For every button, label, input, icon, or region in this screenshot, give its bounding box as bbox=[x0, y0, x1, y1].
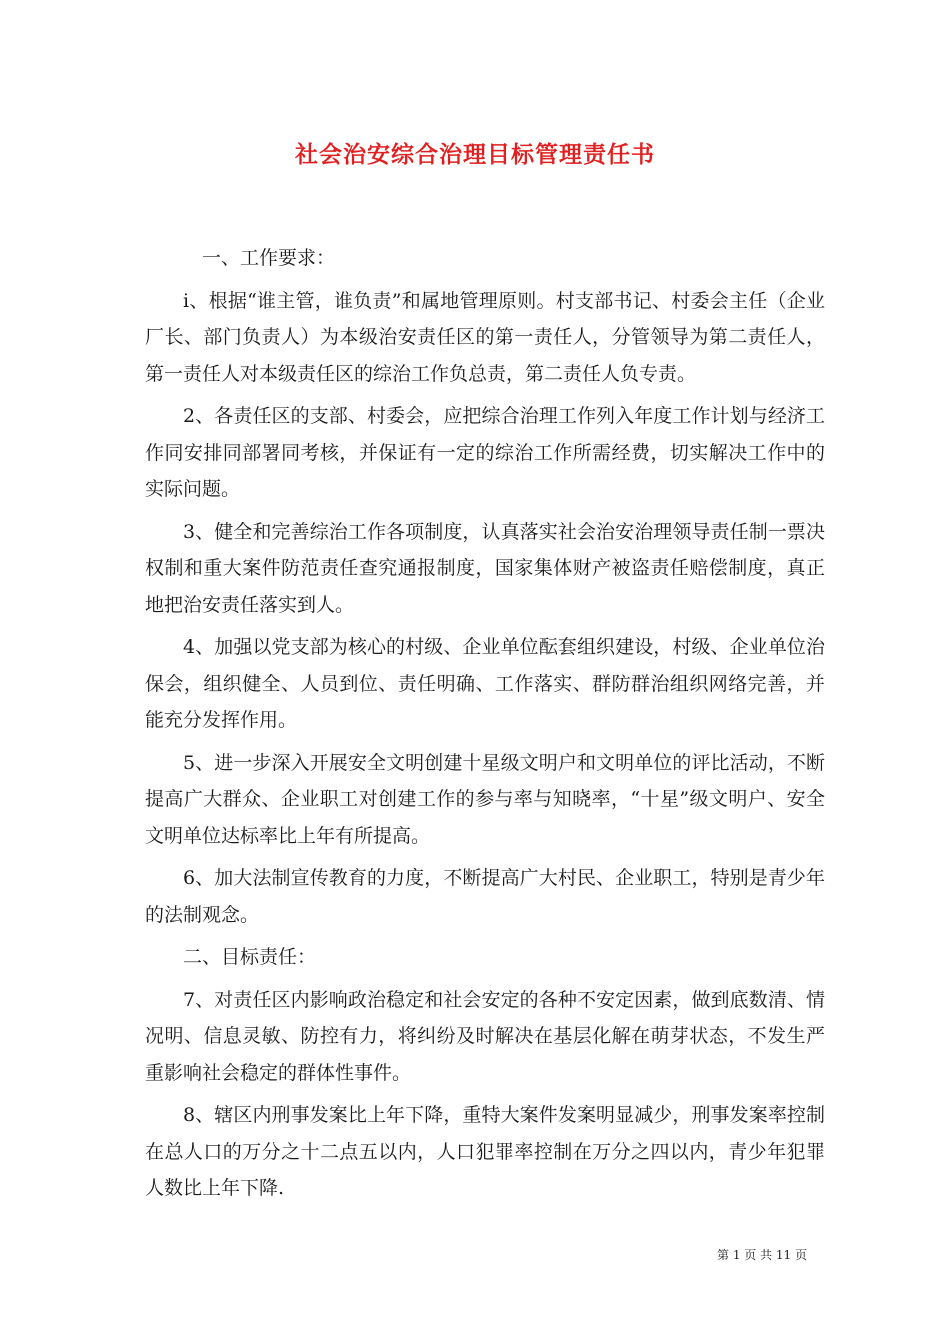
paragraph-item-3: 3、健全和完善综治工作各项制度，认真落实社会治安治理领导责任制一票决权制和重大案件防范责任查究通报制度，国家集体财产被盗责任赔偿制度，真正地把治安责任落实到人。 bbox=[145, 520, 825, 616]
paragraph-item-5: 5、进一步深入开展安全文明创建十星级文明户和文明单位的评比活动，不断提高广大群众、企业职工对创建工作的参与率与知晓率，“十星”级文明户、安全文明单位达标率比上年有所提高。 bbox=[145, 751, 825, 847]
paragraph-item-6: 6、加大法制宣传教育的力度，不断提高广大村民、企业职工，特别是青少年的法制观念。 bbox=[145, 867, 825, 926]
section-heading-requirements: 一、工作要求： bbox=[202, 247, 336, 269]
page-number: 第 1 页 共 11 页 bbox=[717, 1248, 807, 1262]
paragraph-item-2: 2、各责任区的支部、村委会，应把综合治理工作列入年度工作计划与经济工作同安排同部署同考核，并保证有一定的综治工作所需经费，切实解决工作中的实际问题。 bbox=[145, 405, 825, 500]
paragraph-item-4: 4、加强以党支部为核心的村级、企业单位酝套组织建设，村级、企业单位治保会，组织健全、人员到位、责任明确、工作落实、群防群治组织网络完善，并能充分发挥作用。 bbox=[145, 636, 825, 731]
section-heading-targets: 二、目标责任： bbox=[183, 946, 317, 968]
paragraph-item-8: 8、辖区内刑事发案比上年下降，重特大案件发案明显减少，刑事发案率控制在总人口的万分之十二点五以内，人口犯罪率控制在万分之四以内，青少年犯罪人数比上年下降. bbox=[145, 1104, 825, 1199]
page-title: 社会治安综合治理目标管理责任书 bbox=[295, 141, 655, 168]
paragraph-item-7: 7、对责任区内影响政治稳定和社会安定的各种不安定因素，做到底数清、情况明、信息灵敏、防控有力，将纠纷及时解决在基层化解在萌芽状态，不发生严重影响社会稳定的群体性事件。 bbox=[145, 988, 825, 1084]
document-body bbox=[145, 240, 825, 1213]
paragraph-item-1: ⅰ、根据“谁主管，谁负责”和属地管理原则。村支部书记、村委会主任（企业厂长、部门负责人）为本级治安责任区的第一责任人，分管领导为第二责任人，第一责任人对本级责任区的综治工作负总责，第二责任人负专责。 bbox=[145, 289, 825, 385]
